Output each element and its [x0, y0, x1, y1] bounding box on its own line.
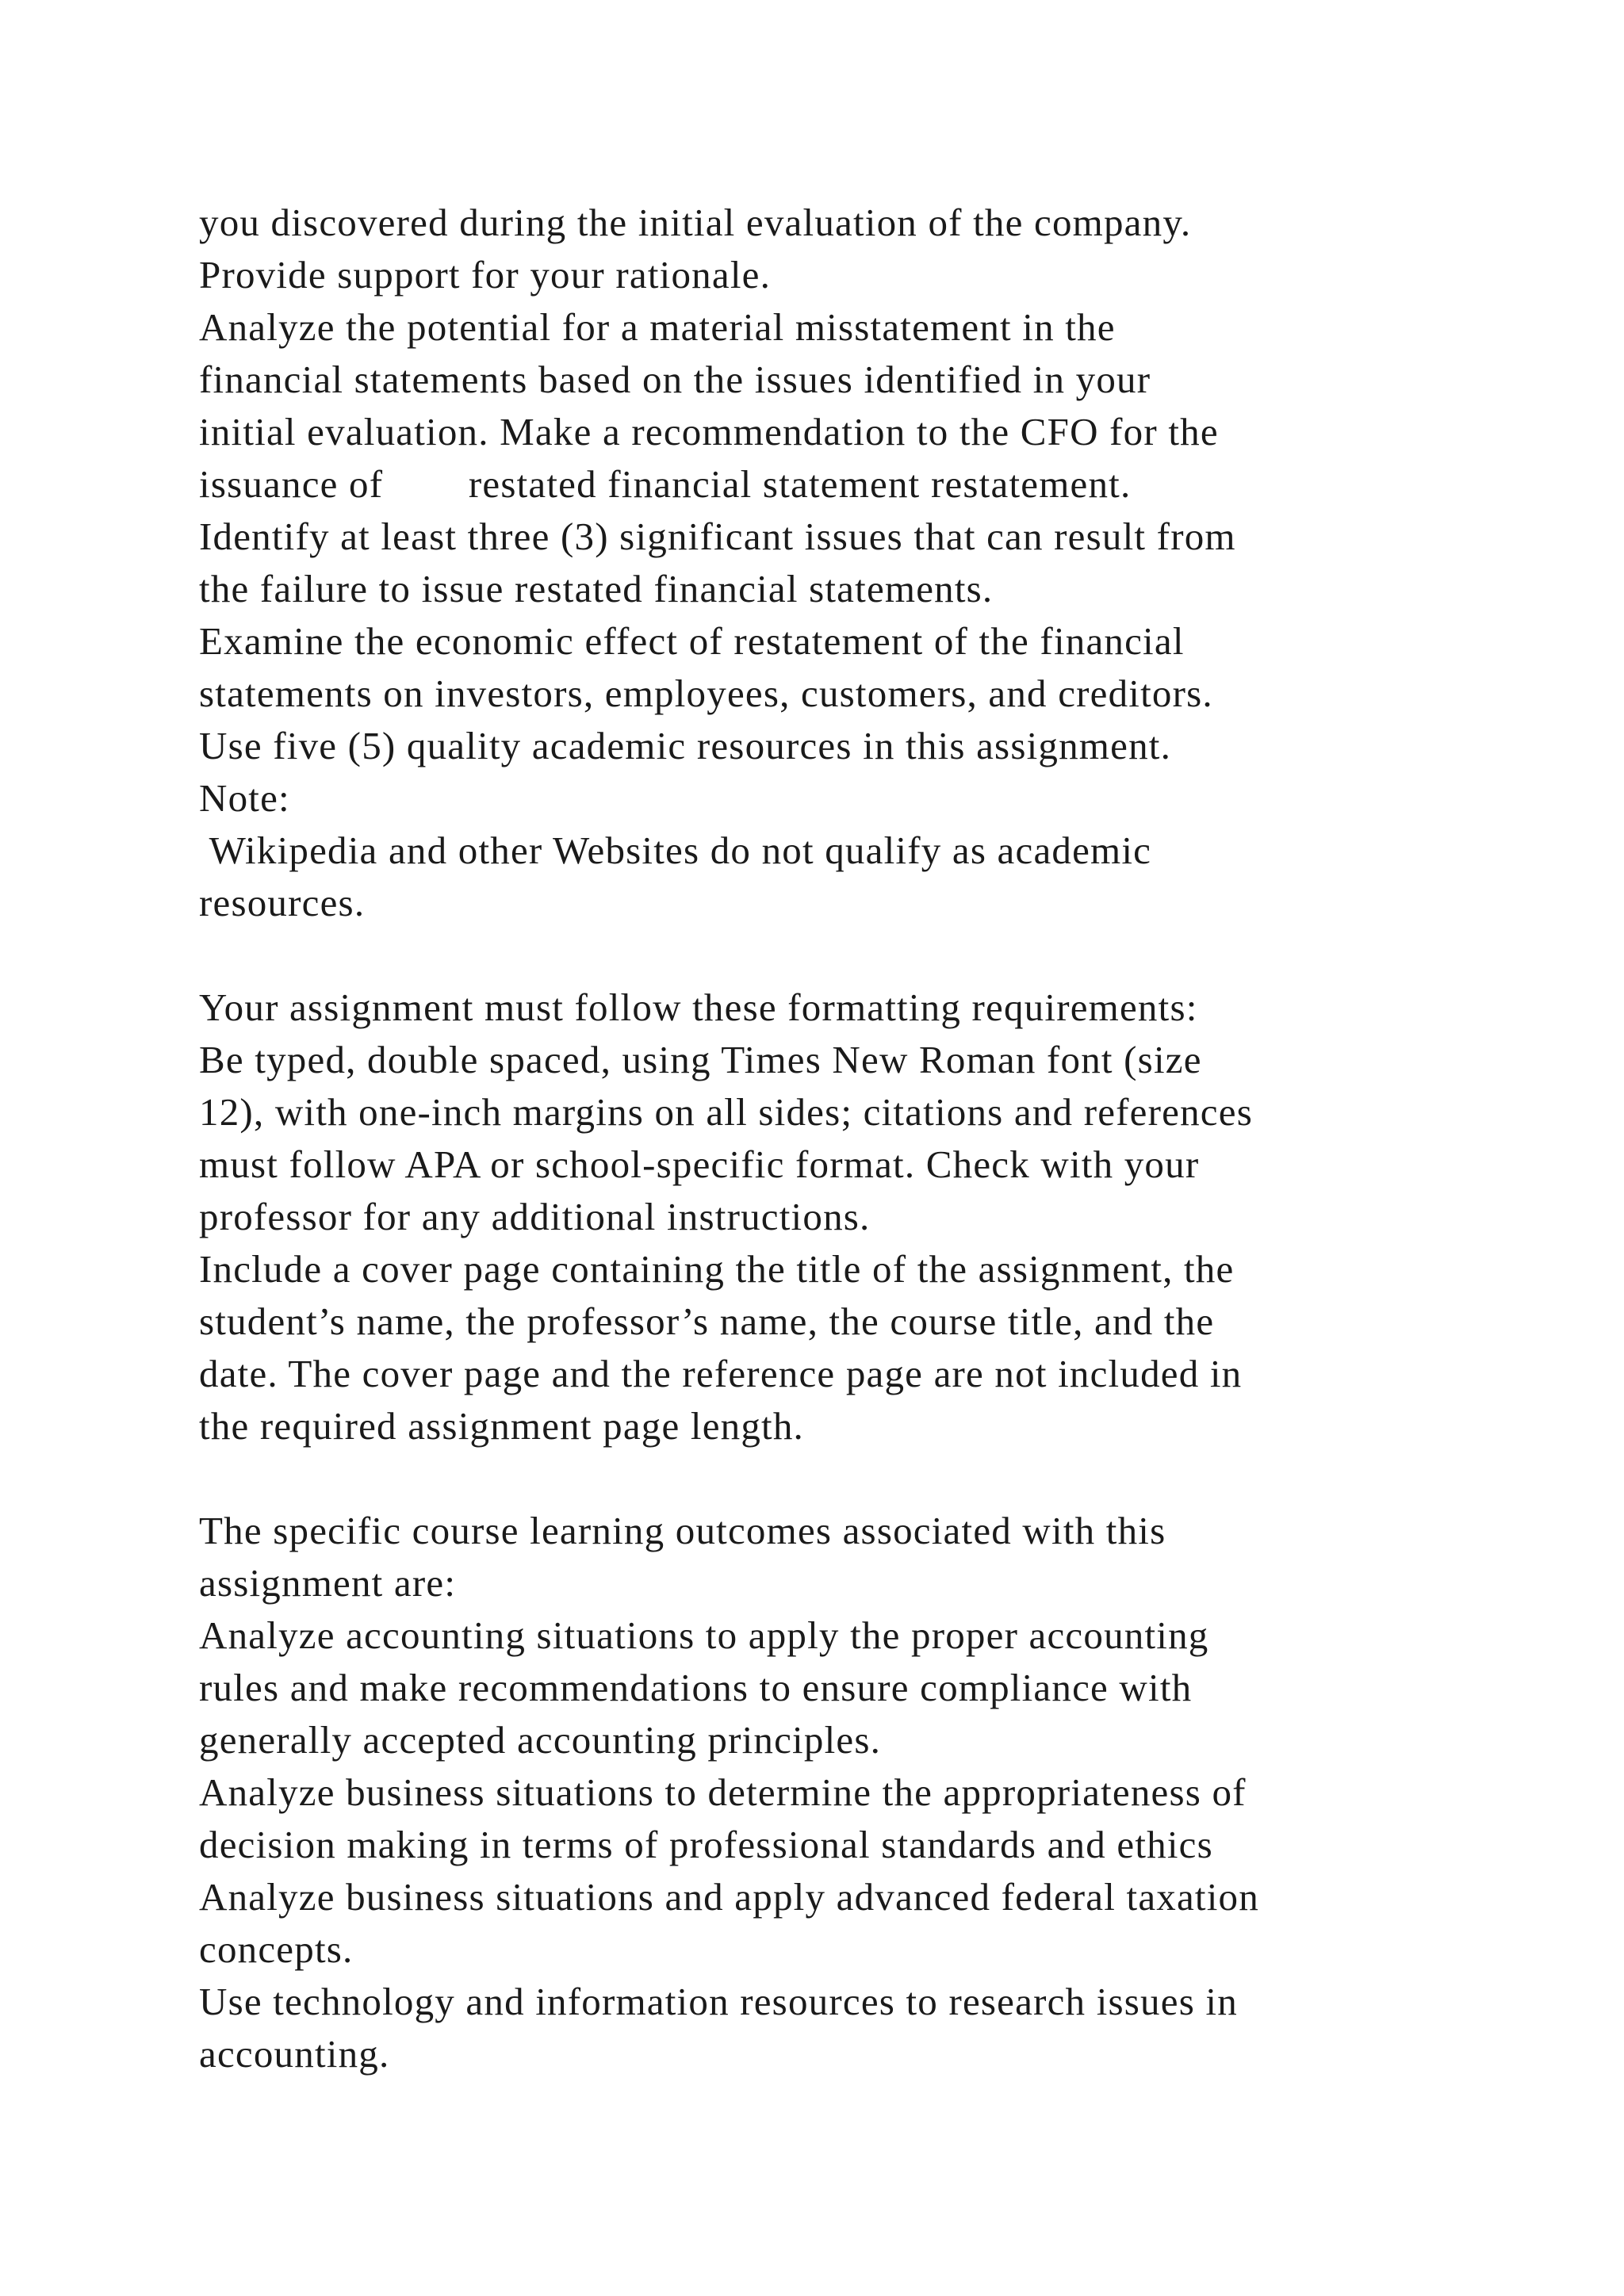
text-line-14: resources. [199, 881, 366, 924]
text-line-23: date. The cover page and the reference page are not included in [199, 1352, 1243, 1395]
text-line-36: accounting. [199, 2032, 390, 2076]
text-line-27: assignment are: [199, 1561, 457, 1605]
text-line-11: Use five (5) quality academic resources in this assignment. [199, 724, 1172, 767]
text-line-5: initial evaluation. Make a recommendation to the CFO for the [199, 410, 1219, 453]
text-line-8: the failure to issue restated financial statements. [199, 567, 994, 610]
text-line-17: Be typed, double spaced, using Times New Roman font (size [199, 1038, 1202, 1081]
text-line-20: professor for any additional instructions. [199, 1195, 871, 1238]
text-line-32: decision making in terms of professional standards and ethics [199, 1823, 1213, 1866]
text-line-33: Analyze business situations and apply advanced federal taxation [199, 1875, 1259, 1919]
text-line-28: Analyze accounting situations to apply the proper accounting [199, 1613, 1209, 1657]
document-body [199, 197, 1547, 2080]
text-line-34: concepts. [199, 1927, 354, 1971]
text-line-18: 12), with one-inch margins on all sides; citations and references [199, 1090, 1253, 1134]
text-line-19: must follow APA or school-specific format. Check with your [199, 1142, 1200, 1186]
text-line-7: Identify at least three (3) significant issues that can result from [199, 515, 1236, 558]
text-line-30: generally accepted accounting principles. [199, 1718, 882, 1762]
blank-line-2 [199, 1452, 1547, 1505]
text-line-10: statements on investors, employees, customers, and creditors. [199, 672, 1213, 715]
blank-line-1 [199, 929, 1547, 982]
text-line-13: Wikipedia and other Websites do not qualify as academic [199, 828, 1152, 872]
text-line-24: the required assignment page length. [199, 1404, 805, 1448]
text-line-2: Provide support for your rationale. [199, 253, 772, 297]
text-line-16: Your assignment must follow these formatting requirements: [199, 985, 1198, 1029]
text-line-31: Analyze business situations to determine the appropriateness of [199, 1770, 1247, 1814]
text-line-4: financial statements based on the issues identified in your [199, 358, 1151, 401]
text-line-35: Use technology and information resources to research issues in [199, 1980, 1238, 2023]
text-line-3: Analyze the potential for a material misstatement in the [199, 305, 1116, 349]
text-line-29: rules and make recommendations to ensure compliance with [199, 1666, 1193, 1709]
text-line-9: Examine the economic effect of restatement of the financial [199, 619, 1185, 663]
text-line-22: student’s name, the professor’s name, the course title, and the [199, 1299, 1215, 1343]
text-line-26: The specific course learning outcomes associated with this [199, 1509, 1166, 1552]
text-line-1: you discovered during the initial evaluation of the company. [199, 201, 1192, 244]
text-line-6: issuance of restated financial statement restatement. [199, 462, 1132, 506]
text-line-12: Note: [199, 776, 290, 820]
text-line-21: Include a cover page containing the title of the assignment, the [199, 1247, 1235, 1291]
